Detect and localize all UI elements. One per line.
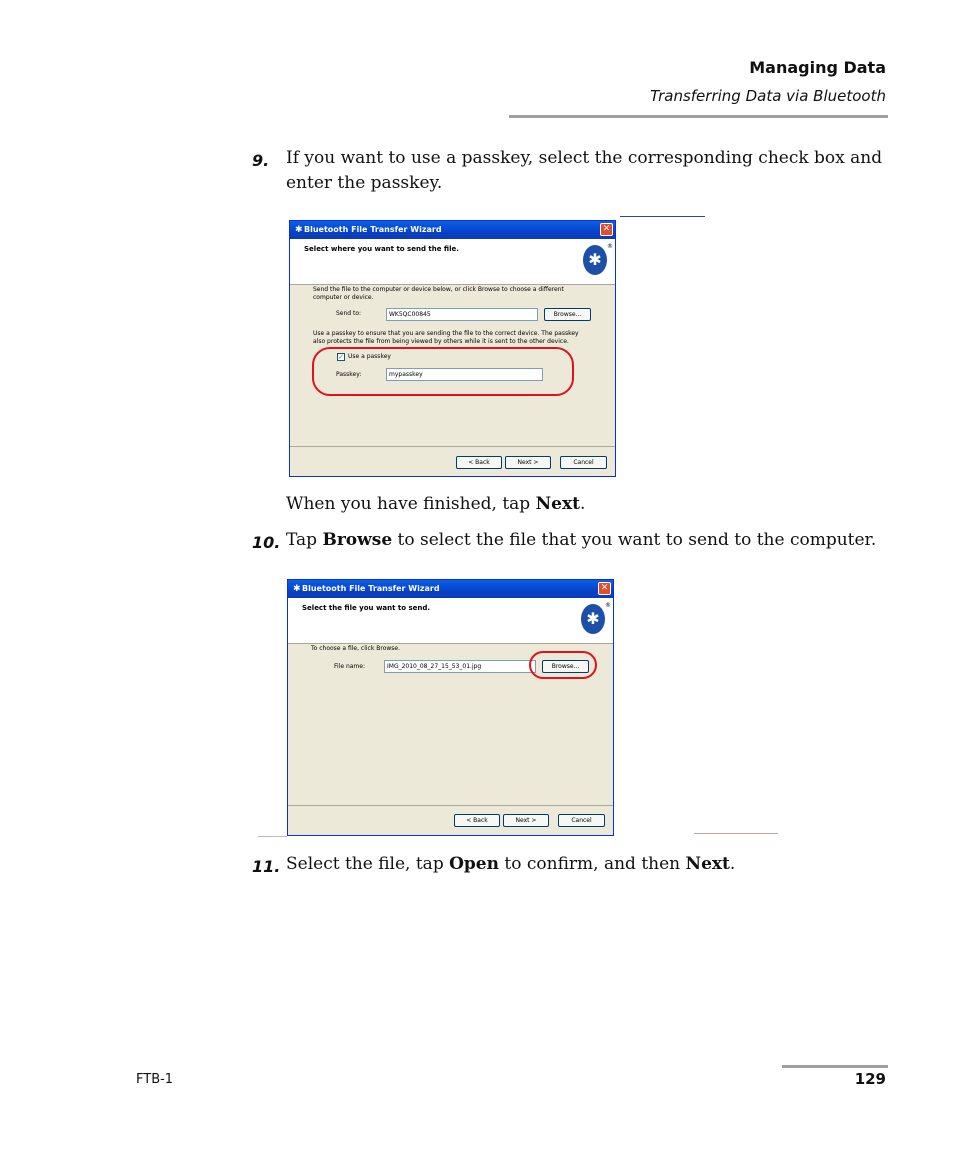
step-11-suffix: .	[729, 854, 736, 874]
bluetooth-small-icon: ✱	[293, 584, 301, 594]
step-11-prefix: Select the file, tap	[286, 854, 450, 874]
passkey-label: Passkey:	[336, 371, 362, 378]
step-10-prefix: Tap	[286, 530, 323, 550]
wizard-header	[288, 598, 613, 644]
screenshot-artifact	[694, 833, 778, 834]
passkey-info-line-1: Use a passkey to ensure that you are sending the file to the correct device. The passkey	[313, 330, 579, 337]
screenshot-artifact	[620, 216, 705, 217]
footer-rule	[782, 1065, 888, 1068]
bluetooth-logo-icon: ✱	[581, 604, 605, 634]
cancel-button[interactable]: Cancel	[560, 456, 607, 469]
file-name-field[interactable]: IMG_2010_08_27_15_53_01.jpg	[384, 660, 536, 673]
step-11-bold-open: Open	[449, 854, 499, 874]
close-icon[interactable]: ✕	[600, 223, 613, 236]
step-10-bold: Browse	[322, 530, 393, 550]
cancel-button[interactable]: Cancel	[558, 814, 605, 827]
step-9-text: If you want to use a passkey, select the corresponding check box and enter the passkey.	[286, 148, 883, 193]
registered-mark: ®	[607, 243, 613, 250]
wizard-heading: Select where you want to send the file.	[304, 245, 459, 253]
instruction-line-2: computer or device.	[313, 294, 374, 301]
bluetooth-wizard-dialog-file	[287, 579, 614, 836]
back-button[interactable]: < Back	[456, 456, 502, 469]
document-id: FTB-1	[136, 1072, 174, 1087]
page-number: 129	[854, 1070, 886, 1088]
bluetooth-logo-icon: ✱	[583, 245, 607, 275]
step-10-number: 10.	[252, 533, 281, 552]
after-dialog-suffix: .	[579, 494, 586, 514]
send-to-field[interactable]: WK5QC00845	[386, 308, 538, 321]
wizard-header	[290, 239, 615, 285]
step-10-suffix: to select the file that you want to send to the computer.	[392, 530, 877, 550]
passkey-input[interactable]: mypasskey	[386, 368, 543, 381]
step-11-middle: to confirm, and then	[498, 854, 686, 874]
dialog-title: Bluetooth File Transfer Wizard	[302, 584, 440, 593]
dialog-titlebar	[288, 580, 613, 598]
instruction-line-1: Send the file to the computer or device below, or click Browse to choose a different	[313, 286, 564, 293]
wizard-heading: Select the file you want to send.	[302, 604, 431, 612]
close-icon[interactable]: ✕	[598, 582, 611, 595]
after-dialog-text	[286, 492, 585, 517]
section-title: Transferring Data via Bluetooth	[650, 87, 886, 105]
button-separator	[290, 446, 615, 447]
choose-file-instruction: To choose a file, click Browse.	[311, 645, 400, 652]
send-to-label: Send to:	[336, 310, 362, 317]
browse-device-button[interactable]: Browse...	[544, 308, 591, 321]
step-11-bold-next: Next	[685, 854, 730, 874]
back-button[interactable]: < Back	[454, 814, 500, 827]
browse-file-button[interactable]: Browse...	[542, 660, 589, 673]
registered-mark: ®	[605, 602, 611, 609]
after-dialog-bold: Next	[535, 494, 580, 514]
file-name-label: File name:	[334, 663, 365, 670]
step-11-number: 11.	[252, 857, 281, 876]
dialog-titlebar	[290, 221, 615, 239]
chapter-title: Managing Data	[749, 58, 886, 77]
next-button[interactable]: Next >	[503, 814, 549, 827]
step-9-number: 9.	[252, 151, 270, 170]
screenshot-artifact	[258, 836, 287, 837]
step-11-text	[286, 852, 886, 877]
button-separator	[288, 805, 613, 806]
passkey-highlight-oval	[312, 347, 574, 396]
use-passkey-checkbox[interactable]: ✓	[338, 353, 344, 361]
browse-highlight-oval	[529, 651, 597, 679]
bluetooth-small-icon: ✱	[295, 225, 303, 235]
header-rule	[509, 115, 888, 118]
after-dialog-prefix: When you have finished, tap	[286, 494, 536, 514]
dialog-title: Bluetooth File Transfer Wizard	[304, 225, 442, 234]
step-10-text	[286, 528, 886, 553]
use-passkey-label: Use a passkey	[348, 353, 391, 360]
next-button[interactable]: Next >	[505, 456, 551, 469]
passkey-info-line-2: also protects the file from being viewed by others while it is sent to the other device.	[313, 338, 569, 345]
